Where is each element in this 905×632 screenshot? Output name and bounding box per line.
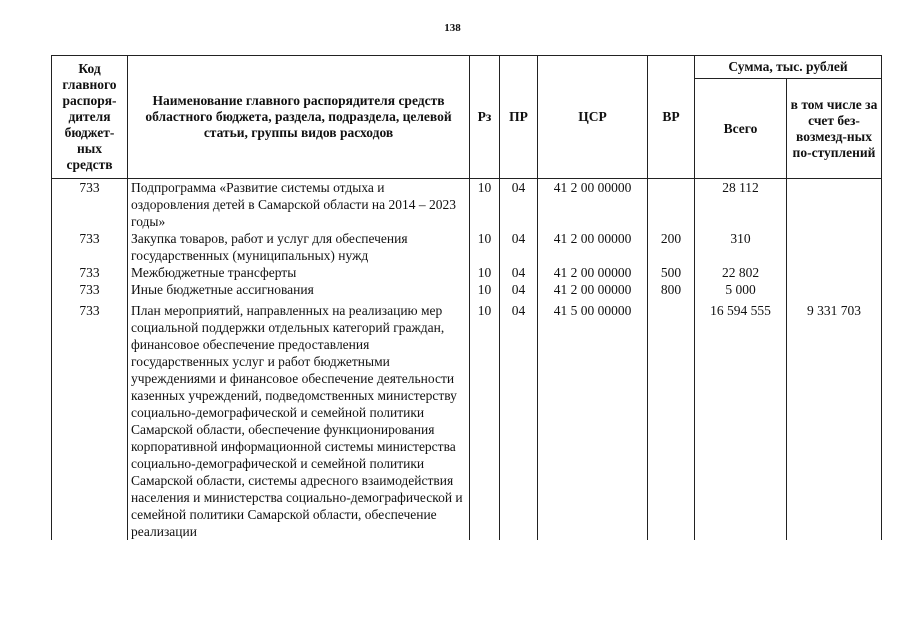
cell-name: Межбюджетные трансферты	[128, 264, 470, 281]
cell-csr: 41 2 00 00000	[538, 230, 648, 264]
cell-name: Закупка товаров, работ и услуг для обеспечения государственных (муниципальных) нужд	[128, 230, 470, 264]
cell-incl	[787, 230, 882, 264]
table-row	[52, 281, 882, 298]
cell-csr: 41 2 00 00000	[538, 281, 648, 298]
header-code: Код главного распоря-дителя бюджет-ных средств	[52, 56, 128, 179]
cell-vr: 200	[648, 230, 695, 264]
cell-rz: 10	[470, 298, 500, 540]
cell-vr: 800	[648, 281, 695, 298]
cell-pr: 04	[500, 298, 538, 540]
cell-incl: 9 331 703	[787, 298, 882, 540]
header-total: Всего	[695, 79, 787, 179]
table-row	[52, 230, 882, 264]
cell-incl	[787, 179, 882, 231]
page-number: 138	[444, 22, 461, 34]
header-row	[52, 56, 882, 79]
cell-name: Подпрограмма «Развитие системы отдыха и оздоровления детей в Самарской области на 2014 – 2023 годы»	[128, 179, 470, 231]
cell-incl	[787, 281, 882, 298]
budget-table	[51, 55, 882, 540]
cell-pr: 04	[500, 264, 538, 281]
cell-vr: 500	[648, 264, 695, 281]
header-csr: ЦСР	[538, 56, 648, 179]
cell-name: План мероприятий, направленных на реализацию мер социальной поддержки отдельных категорий граждан, финансовое обеспечение предоставления государственных услуг и работ бюджетными учреждениями и финансовое обеспечение деятельности казенных учреждений, подведомственных министерству социально-демографической и семейной политики Самарской области, обеспечение функционирования корпоративной информационной системы министерства социально-демографической и семейной политики Самарской области, системы адресного взаимодействия населения и министерства социально-демографической и семейной политики Самарской области, обеспечение реализации	[128, 298, 470, 540]
cell-vr	[648, 179, 695, 231]
cell-vr	[648, 298, 695, 540]
cell-total: 310	[695, 230, 787, 264]
cell-csr: 41 2 00 00000	[538, 264, 648, 281]
cell-code: 733	[52, 230, 128, 264]
cell-rz: 10	[470, 230, 500, 264]
cell-pr: 04	[500, 230, 538, 264]
cell-pr: 04	[500, 281, 538, 298]
cell-total: 16 594 555	[695, 298, 787, 540]
cell-rz: 10	[470, 281, 500, 298]
cell-incl	[787, 264, 882, 281]
header-vr: ВР	[648, 56, 695, 179]
cell-rz: 10	[470, 179, 500, 231]
header-sum-group: Сумма, тыс. рублей	[695, 56, 882, 79]
header-rz: Рз	[470, 56, 500, 179]
cell-code: 733	[52, 264, 128, 281]
cell-pr: 04	[500, 179, 538, 231]
header-incl: в том числе за счет без-возмезд-ных по-ступлений	[787, 79, 882, 179]
table-row	[52, 179, 882, 231]
cell-code: 733	[52, 281, 128, 298]
table-row	[52, 264, 882, 281]
table-row	[52, 298, 882, 540]
cell-total: 22 802	[695, 264, 787, 281]
cell-code: 733	[52, 179, 128, 231]
header-name: Наименование главного распорядителя средств областного бюджета, раздела, подраздела, целевой статьи, группы видов расходов	[128, 56, 470, 179]
cell-code: 733	[52, 298, 128, 540]
cell-csr: 41 2 00 00000	[538, 179, 648, 231]
cell-total: 5 000	[695, 281, 787, 298]
cell-name: Иные бюджетные ассигнования	[128, 281, 470, 298]
cell-rz: 10	[470, 264, 500, 281]
cell-total: 28 112	[695, 179, 787, 231]
header-pr: ПР	[500, 56, 538, 179]
cell-csr: 41 5 00 00000	[538, 298, 648, 540]
